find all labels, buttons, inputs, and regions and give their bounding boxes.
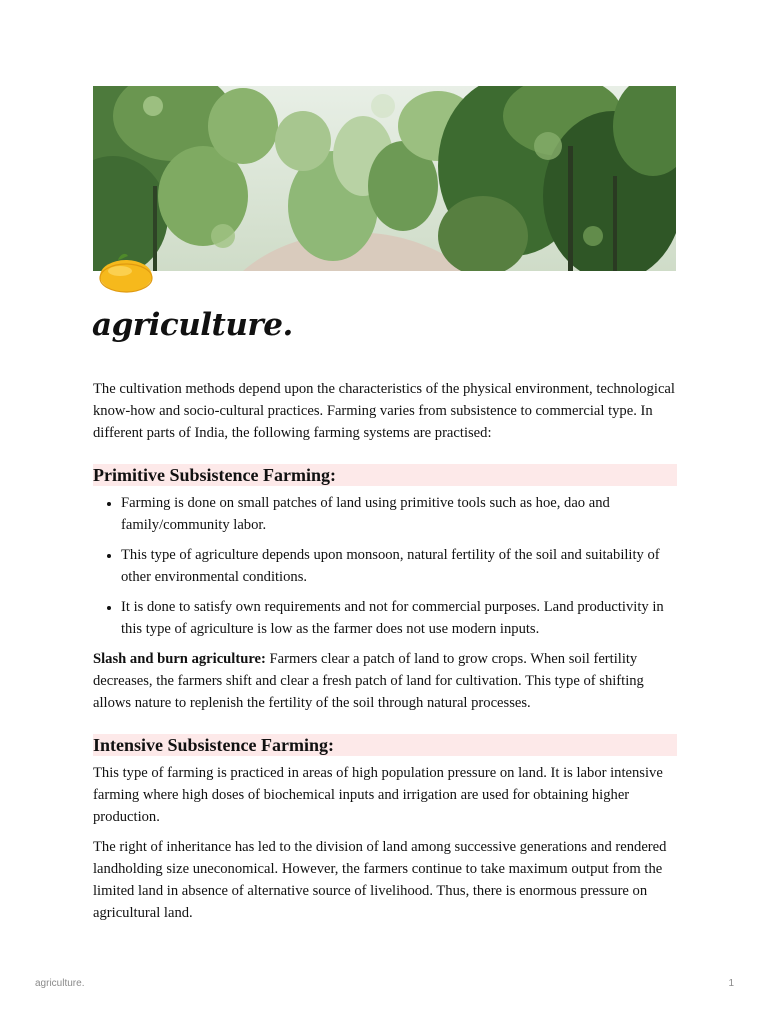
page-title: agriculture. [92,307,293,343]
section-heading-intensive: Intensive Subsistence Farming: [93,734,677,756]
primitive-bullet-list [93,492,677,640]
slash-and-burn-paragraph [93,648,677,714]
slash-and-burn-label: Slash and burn agriculture: [93,651,266,667]
cover-image [93,86,676,271]
intensive-paragraph: This type of farming is practiced in areas of high population pressure on land. It is labor intensive farming where high doses of biochemical inputs and irrigation are used for obtaining higher production. [93,765,663,825]
intro-paragraph: The cultivation methods depend upon the characteristics of the physical environment, technological know-how and socio-cultural practices. Farming varies from subsistence to commercial type. In different parts of India, the following farming systems are practised: [93,381,675,441]
list-item: • It is done to satisfy own requirements and not for commercial purposes. Land productivity in this type of agriculture is low as the farmer does not use modern inputs. [121,596,677,640]
forest-watercolor-illustration [93,86,676,271]
footer-title: agriculture. [35,978,85,989]
slash-and-burn-text: Farmers clear a patch of land to grow crops. When soil fertility decreases, the farmers shift and clear a fresh patch of land for cultivation. This type of shifting allows nature to replenish the fertility of the soil through natural processes. [93,651,644,711]
document-body [93,378,677,932]
lemon-icon [98,252,154,294]
list-item: • This type of agriculture depends upon monsoon, natural fertility of the soil and suitability of other environmental conditions. [121,544,677,588]
page-number: 1 [728,978,734,989]
section-heading-primitive: Primitive Subsistence Farming: [93,464,677,486]
inheritance-paragraph: The right of inheritance has led to the division of land among successive generations and rendered landholding size uneconomical. However, the farmers continue to take maximum output from the limited land in absence of alternative source of livelihood. Thus, there is enormous pressure on agricultural land. [93,839,667,921]
list-item: • Farming is done on small patches of land using primitive tools such as hoe, dao and family/community labor. [121,492,677,536]
